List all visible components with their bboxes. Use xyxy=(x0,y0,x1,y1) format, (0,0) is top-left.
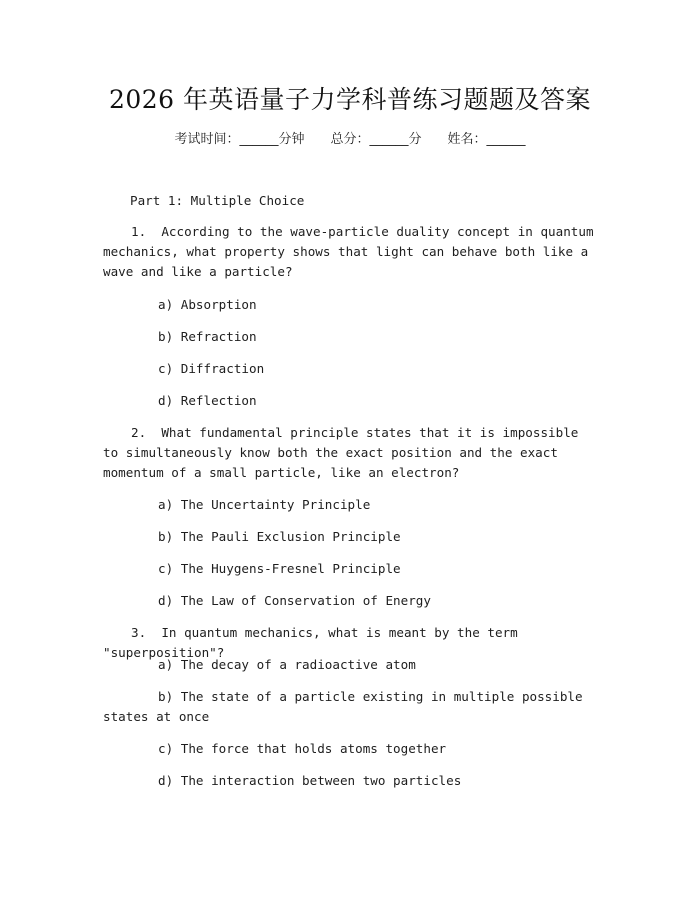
question-3-option-d: d) The interaction between two particles xyxy=(158,773,462,788)
question-text: In quantum mechanics, what is meant by the term "superposition"? xyxy=(103,625,518,661)
question-text: According to the wave-particle duality concept in quantum mechanics, what property shows that light can behave both like a wave and like a particle? xyxy=(103,224,594,280)
question-1-option-c: c) Diffraction xyxy=(158,361,265,376)
question-1-option-b: b) Refraction xyxy=(158,329,257,344)
name-field-label: 姓名：______ xyxy=(447,132,526,147)
question-2-option-c: c) The Huygens-Fresnel Principle xyxy=(158,561,401,576)
question-1 xyxy=(103,222,597,283)
question-1-option-d: d) Reflection xyxy=(158,393,257,408)
question-number: 1. xyxy=(131,224,147,239)
question-number: 2. xyxy=(131,425,147,440)
question-text: What fundamental principle states that it is impossible to simultaneously know both the exact position and the exact momentum of a small particle, like an electron? xyxy=(103,425,579,481)
question-2 xyxy=(103,423,597,484)
time-field-label: 考试时间：______分钟 xyxy=(174,132,305,147)
question-number: 3. xyxy=(131,625,147,640)
question-3-option-a: a) The decay of a radioactive atom xyxy=(158,657,416,672)
question-2-option-a: a) The Uncertainty Principle xyxy=(158,497,371,512)
question-3-option-c: c) The force that holds atoms together xyxy=(158,741,447,756)
document-title: 2026 年英语量子力学科普练习题题及答案 xyxy=(108,85,592,114)
question-2-option-b: b) The Pauli Exclusion Principle xyxy=(158,529,401,544)
question-3-option-b: b) The state of a particle existing in multiple possible states at once xyxy=(103,689,583,725)
question-1-option-a: a) Absorption xyxy=(158,297,257,312)
section-heading: Part 1: Multiple Choice xyxy=(130,193,305,208)
exam-meta xyxy=(0,130,700,150)
question-2-option-d: d) The Law of Conservation of Energy xyxy=(158,593,431,608)
score-field-label: 总分：______分 xyxy=(330,132,422,147)
